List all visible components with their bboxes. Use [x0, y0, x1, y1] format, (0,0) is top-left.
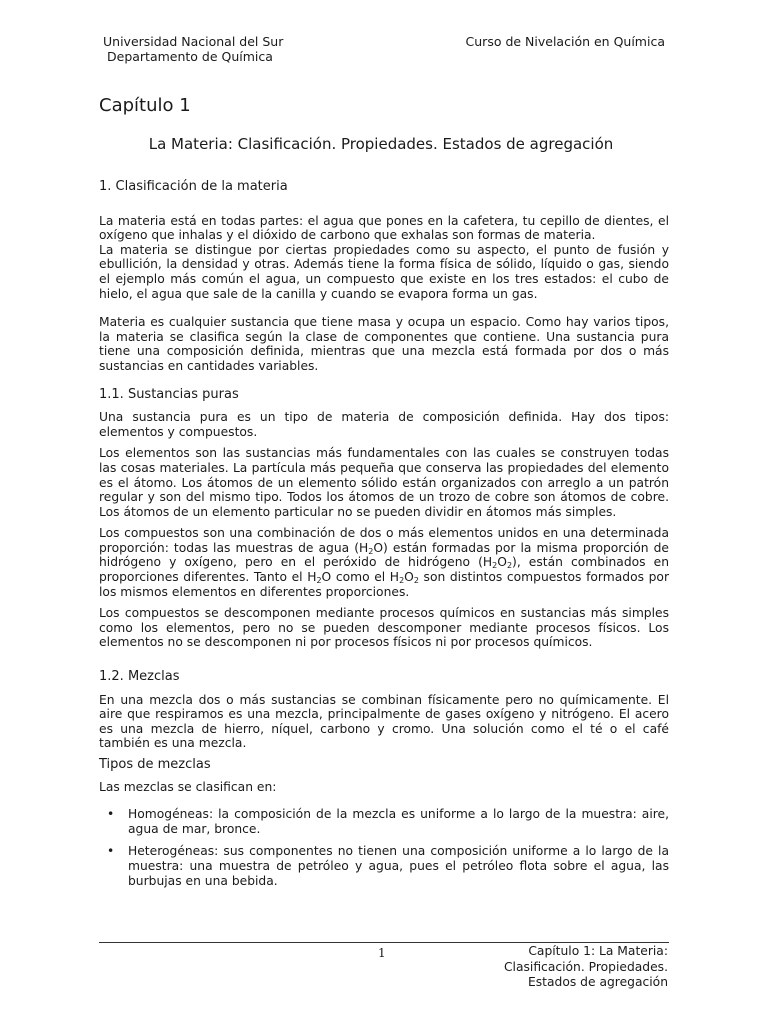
chapter-title: Capítulo 1 [99, 95, 191, 116]
footer-chapter-label: Capítulo 1: La Materia: Clasificación. Propiedades. Estados de agregación [503, 944, 668, 989]
document-body [99, 180, 669, 896]
chapter-subtitle: La Materia: Clasificación. Propiedades. Estados de agregación [148, 135, 614, 153]
university-name: Universidad Nacional del Sur [103, 34, 284, 49]
paragraph: Las mezclas se clasifican en: [99, 779, 277, 794]
mixture-types-list [99, 807, 669, 888]
bullet-icon: • [107, 807, 115, 822]
footer-divider [99, 942, 669, 943]
section-heading-1: 1. Clasificación de la materia [99, 179, 288, 194]
subsection-heading-tipos: Tipos de mezclas [99, 757, 211, 772]
bullet-icon: • [107, 844, 115, 859]
paragraph: Una sustancia pura es un tipo de materia de composición definida. Hay dos tipos: elementos y compuestos. [99, 410, 669, 439]
paragraph: La materia se distingue por ciertas propiedades como su aspecto, el punto de fusión y ebullición, la densidad y otras. Además tiene la forma física de sólido, líquido o gas, siendo el ejemplo más común el agua, un compuesto que existe en los tres estados: el cubo de hielo, el agua que sale de la canilla y cuando se evapora forma un gas. [99, 242, 669, 301]
paragraph: La materia está en todas partes: el agua que pones en la cafetera, tu cepillo de dientes, el oxígeno que inhalas y el dióxido de carbono que exhalas son formas de materia. [99, 213, 669, 243]
paragraph: En una mezcla dos o más sustancias se combinan físicamente pero no químicamente. El aire que respiramos es una mezcla, principalmente de gases oxígeno y nitrógeno. El acero es una mezcla de hierro, níquel, carbono y cromo. Una solución como el té o el café también es una mezcla. [99, 692, 669, 751]
header-institution [103, 34, 283, 64]
page-number: 1 [378, 946, 386, 960]
department-name: Departamento de Química [107, 49, 273, 64]
list-item: • Homogéneas: la composición de la mezcla es uniforme a lo largo de la muestra: aire, agua de mar, bronce. [107, 807, 669, 836]
paragraph: Materia es cualquier sustancia que tiene masa y ocupa un espacio. Como hay varios tipos, la materia se clasifica según la clase de componentes que contiene. Una sustancia pura tiene una composición definida, mientras que una mezcla está formada por dos o más sustancias en cantidades variables. [99, 315, 669, 373]
section-heading-1-2: 1.2. Mezclas [99, 669, 180, 685]
header-course: Curso de Nivelación en Química [465, 34, 665, 49]
paragraph-compuestos: Los compuestos son una combinación de dos o más elementos unidos en una determinada proporción: todas las muestras de agua $(H_2O)$ están formadas por la misma proporción de hidrógeno y oxígeno, pero en el peróxido de hidrógeno $(H_2O_2)$, están combinados en proporciones diferentes. Tanto el $H_2O$ como el $H_2O_2$ son distintos compuestos formados por los mismos elementos en diferentes proporciones. [99, 526, 669, 599]
list-item: • Heterogéneas: sus componentes no tienen una composición uniforme a lo largo de la muestra: una muestra de petróleo y agua, pues el petróleo flota sobre el agua, las burbujas en una bebida. [107, 844, 669, 888]
paragraph: Los compuestos se descomponen mediante procesos químicos en sustancias más simples como los elementos, pero no se pueden descomponer mediante procesos físicos. Los elementos no se descomponen ni por procesos físicos ni por procesos químicos. [99, 606, 669, 650]
section-heading-1-1: 1.1. Sustancias puras [99, 386, 239, 402]
paragraph: Los elementos son las sustancias más fundamentales con las cuales se construyen todas las cosas materiales. La partícula más pequeña que conserva las propiedades del elemento es el átomo. Los átomos de un elemento sólido están organizados con arreglo a un patrón regular y son del mismo tipo. Todos los átomos de un trozo de cobre son átomos de cobre. Los átomos de un elemento particular no se pueden dividir en átomos más simples. [99, 446, 669, 519]
